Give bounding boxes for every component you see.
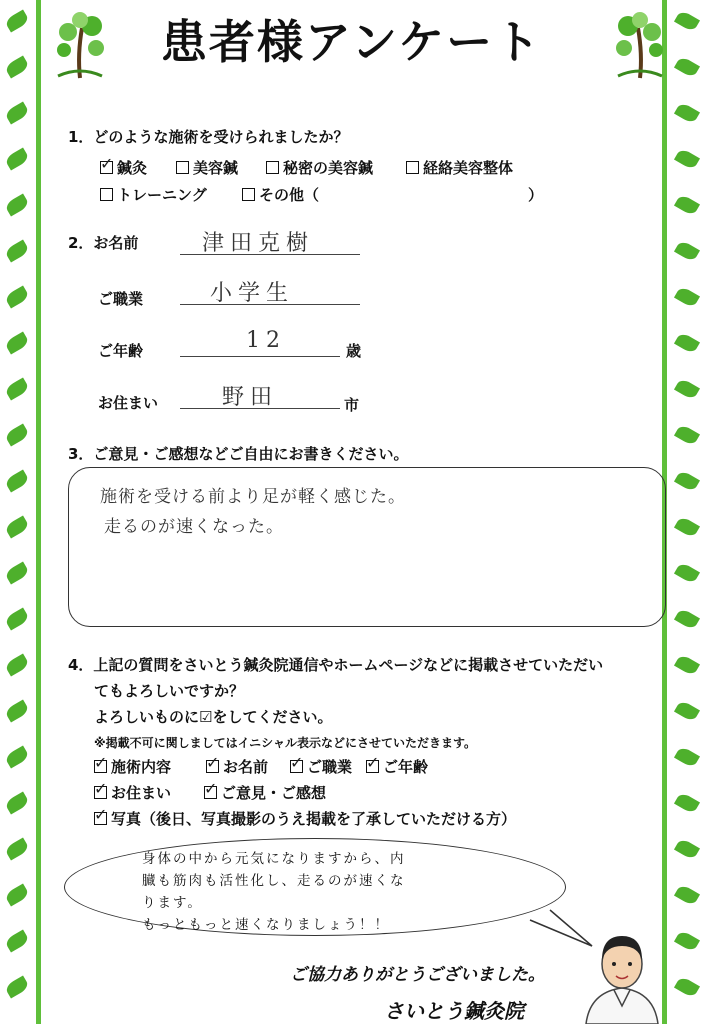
leaf-icon [674, 607, 700, 630]
leaf-icon [674, 515, 700, 538]
leaf-icon [674, 837, 700, 860]
permit-age[interactable] [366, 756, 428, 777]
option-label: 鍼灸 [117, 159, 148, 177]
checkbox-checked-icon[interactable] [94, 760, 107, 773]
clinic-name: さいとう鍼灸院 [384, 999, 524, 1023]
bubble-message [142, 848, 406, 936]
permit-label: お名前 [223, 758, 269, 776]
option-label: トレーニング [117, 186, 207, 204]
name-value: 津田克樹 [202, 231, 315, 256]
leaf-icon [4, 883, 30, 906]
option-training[interactable] [100, 184, 207, 205]
leaf-icon [4, 239, 30, 262]
address-unit: 市 [344, 396, 360, 414]
leaf-icon [674, 653, 700, 676]
leaf-icon [4, 331, 30, 354]
question-2: 2．お名前 [68, 234, 139, 252]
leaf-icon [4, 377, 30, 400]
permit-label: 施術内容 [111, 758, 172, 776]
permit-label: ご年齢 [383, 758, 429, 776]
doctor-avatar-icon [582, 926, 662, 1024]
leaf-icon [674, 239, 700, 262]
leaf-icon [674, 791, 700, 814]
checkbox-checked-icon[interactable] [100, 161, 113, 174]
option-label: 秘密の美容鍼 [283, 159, 374, 177]
checkbox-checked-icon[interactable] [206, 760, 219, 773]
leaf-icon [674, 975, 700, 998]
question-4-line-2: てもよろしいですか？ [94, 682, 245, 700]
leaf-icon [4, 791, 30, 814]
occupation-label: ご職業 [98, 290, 144, 308]
question-4-line-1: 4．上記の質問をさいとう鍼灸院通信やホームページなどに掲載させていただい [68, 656, 604, 674]
leaf-icon [4, 607, 30, 630]
leaf-icon [674, 561, 700, 584]
comment-line-2: 走るのが速くなった。 [104, 517, 284, 537]
option-meridian-beauty[interactable] [406, 157, 513, 178]
permit-occupation[interactable] [290, 756, 352, 777]
leaf-icon [674, 699, 700, 722]
option-other-close: ） [528, 186, 544, 204]
leaf-icon [674, 193, 700, 216]
leaf-icon [4, 561, 30, 584]
occupation-value: 小学生 [210, 281, 295, 306]
leaf-icon [4, 929, 30, 952]
checkbox-icon[interactable] [406, 161, 419, 174]
leaf-icon [4, 699, 30, 722]
option-acupuncture[interactable] [100, 157, 147, 178]
permit-photo[interactable] [94, 808, 516, 829]
leaf-icon [674, 285, 700, 308]
leaf-icon [4, 653, 30, 676]
option-label: 経絡美容整体 [423, 159, 514, 177]
checkbox-checked-icon[interactable] [94, 786, 107, 799]
leaf-icon [4, 975, 30, 998]
option-other[interactable] [242, 184, 319, 205]
permit-address[interactable] [94, 782, 171, 803]
checkbox-checked-icon[interactable] [94, 812, 107, 825]
option-label: その他（ [259, 186, 320, 204]
checkbox-icon[interactable] [266, 161, 279, 174]
leaf-icon [4, 515, 30, 538]
age-label: ご年齢 [98, 342, 144, 360]
checkbox-icon[interactable] [100, 188, 113, 201]
leaf-icon [674, 331, 700, 354]
leaf-icon [674, 147, 700, 170]
permit-label: ご意見・ご感想 [221, 784, 327, 802]
option-beauty-acupuncture[interactable] [176, 157, 238, 178]
permit-name[interactable] [206, 756, 268, 777]
thanks-message: ご協力ありがとうございました。 [290, 965, 545, 985]
leaf-icon [4, 285, 30, 308]
leaf-icon [674, 883, 700, 906]
question-3: 3．ご意見・ご感想などご自由にお書きください。 [68, 445, 409, 463]
bubble-line: 身体の中から元気になりますから、内 [142, 851, 406, 867]
checkbox-checked-icon[interactable] [204, 786, 217, 799]
leaf-icon [4, 423, 30, 446]
permit-treatment[interactable] [94, 756, 171, 777]
permit-label: 写真（後日、写真撮影のうえ掲載を了承していただける方） [111, 810, 517, 828]
checkbox-checked-icon[interactable] [290, 760, 303, 773]
leaf-icon [674, 929, 700, 952]
checkbox-checked-icon[interactable] [366, 760, 379, 773]
question-4-instruction: よろしいものに☑をしてください。 [94, 708, 333, 726]
question-4-note: ※掲載不可に関しましてはイニシャル表示などにさせていただきます。 [94, 736, 476, 750]
leaf-icon [4, 193, 30, 216]
permit-label: ご職業 [307, 758, 353, 776]
option-label: 美容鍼 [193, 159, 239, 177]
leaf-icon [4, 837, 30, 860]
leaf-icon [674, 423, 700, 446]
checkbox-icon[interactable] [176, 161, 189, 174]
leaf-icon [674, 469, 700, 492]
leaf-icon [4, 745, 30, 768]
address-value: 野田 [222, 385, 279, 410]
age-value: 12 [246, 328, 286, 353]
bubble-line: ります。 [142, 895, 203, 911]
checkbox-icon[interactable] [242, 188, 255, 201]
bubble-line: 臓も筋肉も活性化し、走るのが速くな [142, 873, 406, 889]
page-title: 患者様アンケート [160, 15, 543, 69]
age-unit: 歳 [346, 342, 362, 360]
bubble-line: もっともっと速くなりましょう！！ [142, 917, 390, 933]
comment-line-1: 施術を受ける前より足が軽く感じた。 [100, 487, 406, 507]
leaf-icon [674, 745, 700, 768]
question-1: 1．どのような施術を受けられましたか？ [68, 128, 349, 146]
leaf-icon [674, 377, 700, 400]
right-leaf-border [662, 0, 703, 1024]
left-leaf-border [0, 0, 41, 1024]
leaf-icon [4, 147, 30, 170]
permit-label: お住まい [111, 784, 172, 802]
permit-comment[interactable] [204, 782, 326, 803]
leaf-icon [674, 101, 700, 124]
leaf-icon [4, 101, 30, 124]
option-secret-beauty-acupuncture[interactable] [266, 157, 373, 178]
leaf-icon [4, 469, 30, 492]
address-label: お住まい [98, 394, 159, 412]
